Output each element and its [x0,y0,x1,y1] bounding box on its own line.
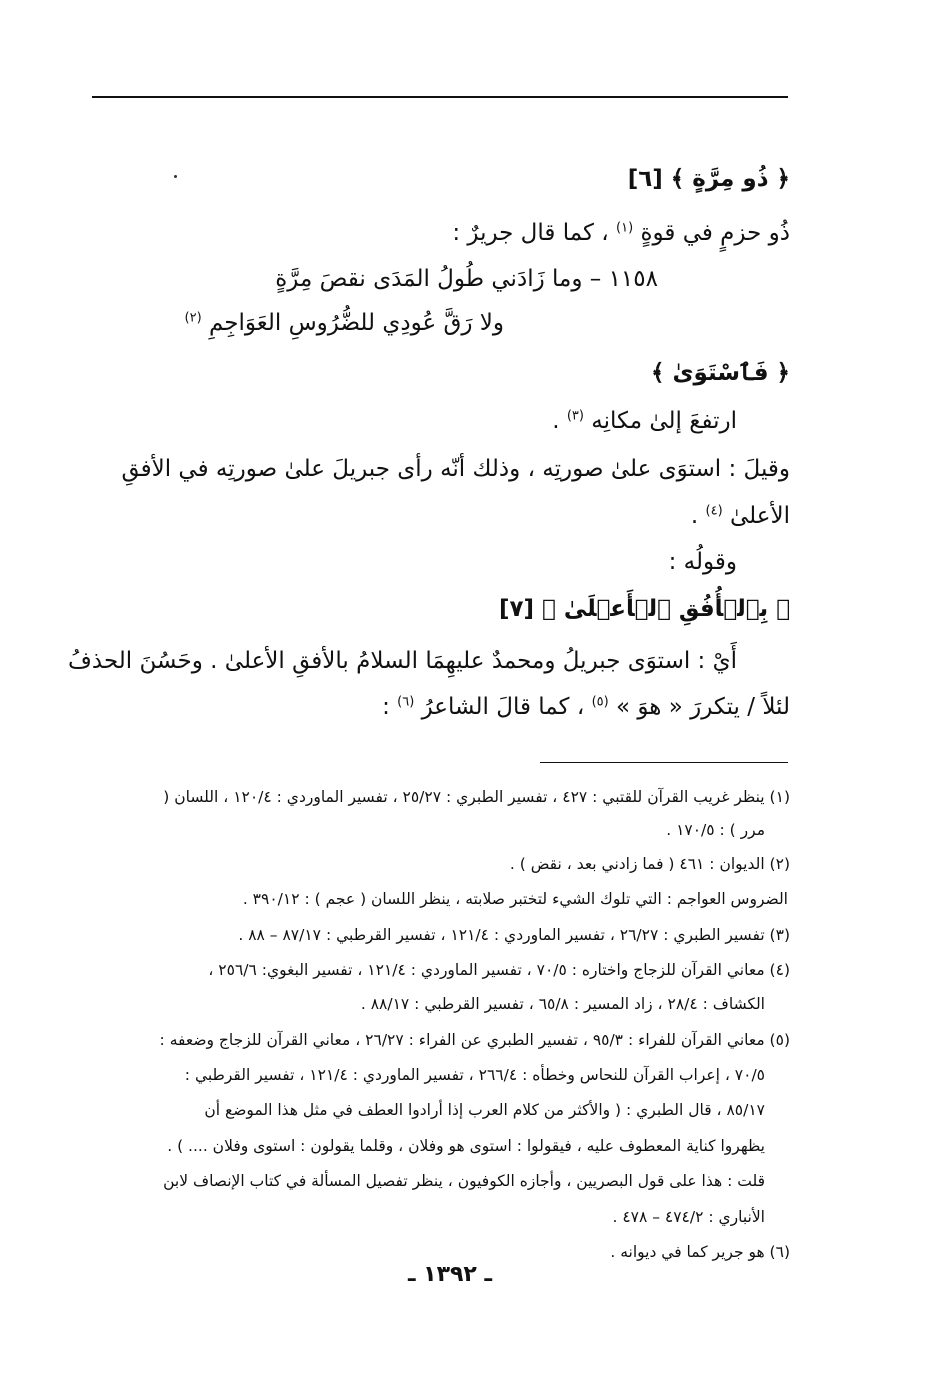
text-segment: ، كما قال جريرٌ : [452,220,609,246]
verse-text: ولا رَقَّ عُودِي للضُّرُوسِ العَوَاجِمِ [208,310,504,336]
text-line-2 [60,220,790,246]
text-segment: ، كما قالَ الشاعرُ [421,694,585,720]
footnote-1-line-1: (١) ينظر غريب القرآن للقتبي : ٤٢٧ ، تفسير الطبري : ٢٥/٢٧ ، تفسير الماوردي : ١٢٠/٤ ، اللسان ( [163,788,790,806]
page-number: ـ ١٣٩٢ ـ [407,1262,493,1287]
footnote-4-line-2: الكشاف : ٢٨/٤ ، زاد المسير : ٦٥/٨ ، تفسير القرطبي : ٨٨/١٧ . [360,995,765,1013]
footnote-5-line-4: يظهروا كناية المعطوف عليه ، فيقولوا : استوى هو وفلان ، وقلما يقولون : استوى وفلان .... ) . [167,1137,765,1155]
quran-heading-istawa: ﴿ فَٱسْتَوَىٰ ﴾ [650,360,790,386]
footnote-ref-1: (١) [616,220,634,236]
footnote-2-line-1: (٢) الديوان : ٤٦١ ( فما زادني بعد ، نقض ) . [509,855,790,873]
text-segment: : [382,694,390,720]
text-line-9: وقولُه : [668,549,737,575]
quran-heading-ufuq: ﴿ بِٱلۡأُفُقِ ٱلۡأَعۡلَىٰ ﴾ [٧] [498,596,790,622]
footnote-ref-5: (٥) [591,694,609,710]
text-line-12 [60,694,790,720]
text-segment: لئلاً / يتكررَ « هوَ » [616,694,790,720]
text-segment: الأعلىٰ [729,503,790,529]
text-line-7: وقيلَ : استوَى علىٰ صورتِه ، وذلك أنّه رأى جبريلَ علىٰ صورتِه في الأفقِ [121,456,790,482]
footnote-5-line-6: الأنباري : ٤٧٤/٢ – ٤٧٨ . [612,1208,765,1226]
text-segment: ذُو حزمٍ في قوةٍ [640,220,790,246]
footnote-5-line-2: ٧٠/٥ ، إعراب القرآن للنحاس وخطأه : ٢٦٦/٤ ، تفسير الماوردي : ١٢١/٤ ، تفسير القرطبي : [184,1066,765,1084]
text-segment: . [552,408,560,434]
footnote-5-line-1: (٥) معاني القرآن للفراء : ٩٥/٣ ، تفسير الطبري عن الفراء : ٢٦/٢٧ ، معاني القرآن للزجاج وضعفه : [159,1031,790,1049]
footnote-2-line-2: الضروس العواجم : التي تلوك الشيء لتختبر صلابته ، ينظر اللسان ( عجم ) : ٣٩٠/١٢ . [242,890,788,908]
footnote-ref-6: (٦) [397,694,415,710]
footnote-ref-3: (٣) [566,408,584,424]
text-segment: ارتفعَ إلىٰ مكانِه [591,408,737,434]
footnote-4-line-1: (٤) معاني القرآن للزجاج واختاره : ٧٠/٥ ، تفسير الماوردي : ١٢١/٤ ، تفسير البغوي: ٢٥٦/٦ ، [208,961,790,979]
text-line-11: أَيْ : استوَى جبريلُ ومحمدٌ عليهِمَا السلامُ بالأفقِ الأعلىٰ . وحَسُنَ الحذفُ [68,648,737,674]
footnote-ref-4: (٤) [705,503,723,519]
header-rule [92,96,788,98]
text-segment: . [690,503,699,529]
footnote-rule [540,762,788,763]
quran-heading-dhu-mirra: ﴿ ذُو مِرَّةٍ ﴾ [٦] [627,166,790,192]
footnote-3: (٣) تفسير الطبري : ٢٦/٢٧ ، تفسير الماوردي : ١٢١/٤ ، تفسير القرطبي : ٨٧/١٧ – ٨٨ . [238,926,790,944]
footnote-ref-2: (٢) [184,310,202,326]
footnote-5-line-3: ٨٥/١٧ ، قال الطبري : ( والأكثر من كلام العرب إذا أرادوا العطف في مثل هذا الموضع أن [204,1101,765,1119]
text-line-6 [60,408,737,434]
verse-line-1: ١١٥٨ – وما زَادَني طُولُ المَدَى نقصَ مِرَّةٍ [275,266,658,292]
footnote-5-line-5: قلت : هذا على قول البصريين ، وأجازه الكوفيون ، ينظر تفصيل المسألة في كتاب الإنصاف لابن [163,1172,765,1190]
footnote-1-line-2: مرر ) : ١٧٠/٥ . [666,821,765,839]
verse-line-2 [60,310,504,336]
text-line-8 [60,503,790,529]
footnote-6: (٦) هو جرير كما في ديوانه . [610,1243,790,1261]
